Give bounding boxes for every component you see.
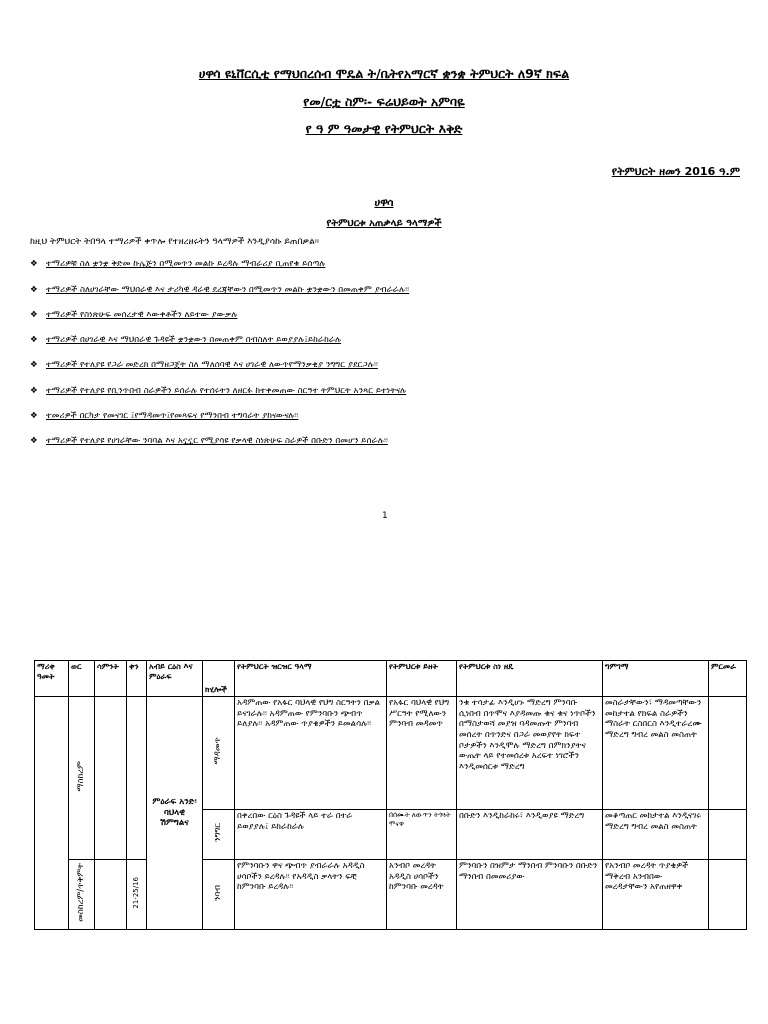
objective-cell: የምንባቡን ዋና ጭብጥ ያብራራሉ አዳዲስ ሀሳቦችን ይረዳሉ፡፡ የአዳዲስ ቃላትን ፍቺ ከምንባቡ ይረዳሉ፡፡ <box>235 860 387 930</box>
unit-cell: ምዕራፍ አንድ፡ ባህላዊ ሽምግልና <box>147 697 203 930</box>
assessment-cell: መስራታቸውን፣ ማዳመጣቸውን መከታተል የክፍል ስራዎችን ማስራት ርስበርስ እንዲተራረሙ ማድረግ ግብረ መልስ መስጠት <box>603 697 709 810</box>
col-weeks-count: ሳምንት <box>95 661 127 697</box>
remark-cell <box>709 810 747 860</box>
diamond-bullet-icon: ❖ <box>30 259 38 269</box>
teacher-name: የመ/ርቷ ስም፡- ፍሬህይወት አምባዬ <box>303 94 465 109</box>
goal-item: ❖ ተማሪዎች የስነጽሁፍ መሰረታዊ እውቀቶችን ለይተው ያውቃሉ <box>30 310 238 320</box>
diamond-bullet-icon: ❖ <box>30 411 38 421</box>
skill-cell: ንባብ <box>203 860 235 930</box>
table-row <box>35 860 747 930</box>
col-assessment: ግምገማ <box>603 661 709 697</box>
objective-cell: በቀረበው ርዕስ ጉዳዩች ላይ ተራ በተራ ይወያያሉ፤ ይከራከራሉ <box>235 810 387 860</box>
diamond-bullet-icon: ❖ <box>30 310 38 320</box>
goal-item: ❖ ተማሪዎቹ ስለ ቋንቋ ቅድመ ኩሌጅን በሚመጥን መልኩ ይረዳሉ ማብራሪያ ቢጠየቁ ይሰጣሉ <box>30 259 326 269</box>
col-unit: አብይ ርዕስ እና ምዕራፍ <box>147 661 203 697</box>
goal-item: ❖ ተማሪዎች የተለያዩ የቢንጥበብ ስራዎችን ይሰራሉ የተሰሩትን ለዘርፉ ከተቀመጠው ስርዓተ ትምህርት አንጻር ይተነትናሉ <box>30 386 407 396</box>
days-cell: 21-25/16 <box>127 860 147 930</box>
empty-cell <box>95 697 127 860</box>
objectives-heading: የትምህርቱ አጠቃላይ ዓላማዎች <box>326 218 442 229</box>
goal-item: ❖ ተማሪዎች ስለሀገራቸው ማህበራዊ እና ታሪካዊ ዳራዊ ደረጃቸውን በሚመጥን መልኩ ቋንቋውን በመጠቀም ያብራራሉ፡፡ <box>30 285 410 295</box>
diamond-bullet-icon: ❖ <box>30 360 38 370</box>
col-month: ማሪቀ ዓመት <box>35 661 69 697</box>
document-title: ሀዋሳ ዩኒቨርሲቲ የማህበረሰብ ሞዴል ት/ቤትየአማርኛ ቋንቋ ትምህርት ለ9ኛ ክፍል <box>198 66 570 81</box>
diamond-bullet-icon: ❖ <box>30 436 38 446</box>
diamond-bullet-icon: ❖ <box>30 285 38 295</box>
content-cell: በሰሙት ለውጥን ትጎጓት ሞናዋ <box>387 810 457 860</box>
assessment-cell: የአንብቦ መረዳት ጥያቄዎች ማቅረብ አንብበው መረዳታቸውን አየጠዘዋቀ <box>603 860 709 930</box>
method-cell: በቡድን እንዲከራከሩ፣ እንዲወያዩ ማድረግ <box>457 810 603 860</box>
empty-cell <box>95 860 127 930</box>
col-remark: ምርመራ <box>709 661 747 697</box>
col-content: የትምህርቱ ይዘት <box>387 661 457 697</box>
goal-item: ❖ ተማሪዎች የተለያዩ የጋራ መድረክ በማዘጋጀት ስለ ማለሰባዊ እና ሀገራዊ ለውጥየማንቃቂያ ንግግር ያደርጋሉ፡፡ <box>30 360 378 370</box>
skill-cell: ንግግር <box>203 810 235 860</box>
assessment-cell: መቆጣጠር መከታተል እንዲናገሩ ማድረግ ግብረ መልስ መስጠት <box>603 810 709 860</box>
goal-item: ❖ ተማሪዎች የተለያዩ የሀገራቸው ንባባል እና አኗኗር የሚያሳዩ የቃላዊ ስነጽሁፍ ስራዎች በቡድን በመሆን ይሰራሉ፡፡ <box>30 436 388 446</box>
content-cell: አንብቦ መረዳት አዳዲስ ሀሳቦችን ከምንባቡ መረዳት <box>387 860 457 930</box>
empty-cell <box>127 697 147 860</box>
col-week: ወር <box>69 661 95 697</box>
goal-item: ❖ ተማሪዎች በሀገራዊ እና ማህበራዊ ጉዳዩች ቋንቋውን በመጠቀም በብስለት ይወያያሉ፤ይከራከራሉ <box>30 335 342 345</box>
remark-cell <box>709 860 747 930</box>
col-skills: ክሂሎች <box>203 661 235 697</box>
content-cell: የአፋር ባህላዊ የህግ ሥርዓት የሚለውን ምንባብ መዳመጥ <box>387 697 457 810</box>
method-cell: ምንባቡን በዝምታ ማንበብ ምንባቡን በቡድን ማንበብ በመመሪያው <box>457 860 603 930</box>
intro-text: ከዚህ ትምህርት ትበዓላ ተማሪዎች ቀጥሎ የተዘረዘሩትን ዓላማዎች እንዲያሳኩ ይጠበቃል፡፡ <box>30 237 320 247</box>
objective-cell: አዳምጠው የአፋር ባህላዊ የህግ ስርዓትን በቃል ይናገራሉ፡፡ አዳምጠው የምንባቡን ጭብጥ ይለያሉ፡፡ አዳምጠው ጥያቄዎችን ይመልሳሉ፡፡ <box>235 697 387 810</box>
skill-cell: ማዳመጥ <box>203 697 235 810</box>
month-cell: መስከረም/ጥቅምት <box>69 860 95 930</box>
diamond-bullet-icon: ❖ <box>30 335 38 345</box>
empty-cell <box>35 697 69 930</box>
col-methods: የትምህርቱ ስነ ዘዴ <box>457 661 603 697</box>
remark-cell <box>709 697 747 810</box>
month-cell: ማስከረም <box>69 697 95 860</box>
city-heading: ሀዋሳ <box>374 196 394 209</box>
plan-title: የ ዓ ም ዓመታዊ የትምህርት እቅድ <box>305 121 463 136</box>
table-row <box>35 697 747 810</box>
school-year: የትምህርት ዘመን 2016 ዓ.ም <box>611 165 740 178</box>
col-days: ቀን <box>127 661 147 697</box>
page-number: 1 <box>382 511 388 521</box>
lesson-plan-table <box>34 660 747 930</box>
method-cell: ንቁ ተሳታፊ እንዲሆኑ ማድረግ ምንባቡ ሲነበብ በጥሞና እያዳመጡ ቁና ቁና ነጥቦችን በማስታወሻ መያዝ ባዳመጡት ምንባብ መሰረት በጥንድና በጋራ መወያየት ክፍተ ቦታዎችን እንዲሞሉ ማድረግ በምክንያትና ውጤት ላይ የተመሰረቱ አረፍተ ነገሮችን እንዲመሰርቱ ማድረግ <box>457 697 603 810</box>
goal-item: ❖ ተመሪዎች በርካታ የመናገር ፤የማዳመጥ፤የመጻፍና የማንበብ ተግባራት ያከናውናሉ፡፡ <box>30 411 299 421</box>
col-objectives: የትምህርት ዝርዝር ዓላማ <box>235 661 387 697</box>
diamond-bullet-icon: ❖ <box>30 386 38 396</box>
table-header-row <box>35 661 747 697</box>
